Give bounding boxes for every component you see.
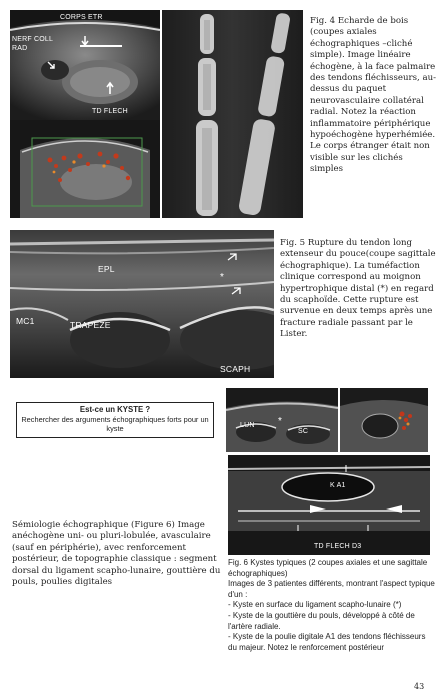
fig6-ultrasound-top-left	[226, 388, 338, 452]
fig6-doppler-top-right	[340, 388, 428, 452]
kyste-box-text: Rechercher des arguments échographiques forts pour un kyste	[21, 414, 209, 433]
fig6-caption-intro: Images de 3 patientes différents, montrant l'aspect typique d'un :	[228, 579, 435, 599]
fig4-xray-image	[162, 10, 303, 218]
label-star: *	[220, 272, 225, 283]
fig4-ultrasound-top	[10, 10, 160, 120]
label-ka1: K A1	[330, 482, 346, 489]
label-lun: LUN	[240, 422, 255, 429]
label-trapeze: TRAPEZE	[70, 320, 111, 330]
label-epl: EPL	[98, 264, 115, 274]
label-scaph: SCAPH	[220, 364, 251, 374]
semiologie-text: Sémiologie échographique (Figure 6) Image anéchogène uni- ou pluri-lobulée, avasculaire (sauf en périphérie), avec renforcement postérieur, de topographie classique : segment dorsal du ligament scapho-lunaire, gouttière du pouls, poulies digitales	[12, 520, 221, 588]
fig6-caption-item-3: - Kyste de la poulie digitale A1 des tendons fléchisseurs du majeur. Notez le renforcement postérieur	[228, 632, 426, 652]
label-mc1: MC1	[16, 316, 35, 326]
fig5-caption: Fig. 5 Rupture du tendon long extenseur du pouce(coupe sagittale échographique). La tuméfaction clinique correspond au moignon hypertrophique distal (*) en regard du scaphoïde. Cette rupture est survenue en deux temps après une fracture radiale passant par le Lister.	[280, 238, 436, 340]
fig5-ultrasound	[10, 230, 274, 378]
fig6-sagittal-ultrasound	[228, 455, 430, 555]
page-number: 43	[414, 682, 425, 691]
kyste-box-title: Est-ce un KYSTE ?	[79, 405, 151, 414]
fig6-caption-item-1: - Kyste en surface du ligament scapho-lunaire (*)	[228, 600, 402, 610]
fig6-caption-item-2: - Kyste de la gouttière du pouls, développé à côté de l'artère radiale.	[228, 610, 415, 631]
kyste-question-box	[16, 402, 214, 438]
fig4-doppler-image	[10, 120, 160, 218]
label-star-fig6: *	[278, 416, 283, 427]
fig6-caption-title: Fig. 6 Kystes typiques (2 coupes axiales et une sagittale échographiques)	[228, 558, 428, 578]
fig4-caption: Fig. 4 Echarde de bois (coupes axiales échographiques –cliché simple). Image linéaire échogène, à la face palmaire des tendons fléchisseurs, au-dessus du paquet neurovasculaire collatéral radial. Notez la réaction inflammatoire périphérique hypoéchogène hyperhémiée. Le corps étranger était non visible sur les clichés simples	[310, 16, 437, 175]
label-rad: RAD	[12, 45, 28, 52]
label-nerf-coll: NERF COLL	[12, 36, 54, 43]
label-corps-etr: CORPS ETR	[60, 14, 103, 21]
fig6-caption	[228, 558, 436, 653]
label-td-flech-d3: TD FLECH D3	[314, 543, 362, 550]
label-sc: SC	[298, 428, 309, 435]
label-td-flech: TD FLECH	[92, 108, 128, 115]
